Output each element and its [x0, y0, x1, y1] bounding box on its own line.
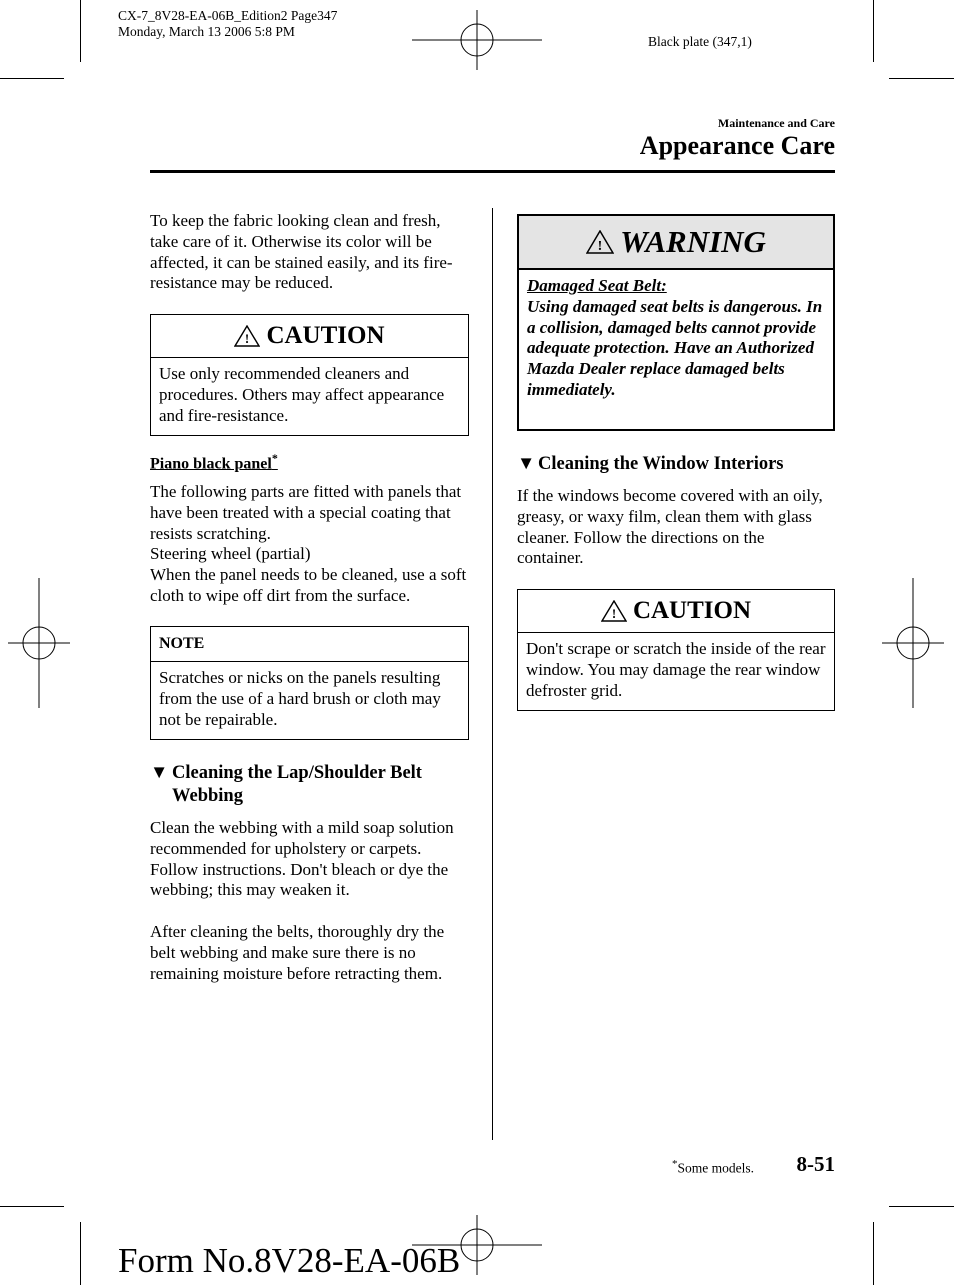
triangle-marker-icon: ▼ [517, 454, 536, 474]
warning-body: Using damaged seat belts is dangerous. In a collision, damaged belts cannot provide adequate protection. Have an Authorized Mazda Dealer replace damaged belts immediately. [527, 296, 823, 399]
print-date-line: Monday, March 13 2006 5:8 PM [118, 24, 295, 39]
caution-box [150, 314, 469, 436]
page-number: 8-51 [796, 1152, 835, 1176]
warning-triangle-icon [601, 600, 627, 622]
piano-paragraph: The following parts are fitted with panels that have been treated with a special coating that resists scratching. [150, 482, 462, 543]
belt-heading-line2: Webbing [172, 786, 243, 806]
crop-mark [873, 0, 874, 62]
crop-mark [0, 1206, 64, 1207]
piano-heading [150, 451, 278, 473]
caution-title: CAUTION [266, 322, 385, 349]
warning-triangle-icon [586, 230, 614, 254]
header-rule [150, 170, 835, 173]
svg-text:!: ! [611, 606, 617, 621]
footnote-text: Some models. [677, 1160, 754, 1176]
crop-mark [889, 1206, 954, 1207]
note-title: NOTE [151, 627, 468, 662]
section-label: Maintenance and Care [717, 116, 835, 130]
caution-title: CAUTION [632, 597, 752, 624]
warning-subtitle: Damaged Seat Belt: [527, 276, 667, 295]
warning-box [517, 214, 835, 431]
column-divider [492, 208, 493, 1140]
warning-title: WARNING [620, 224, 766, 259]
crop-mark [889, 78, 954, 79]
window-heading-text: Cleaning the Window Interiors [538, 454, 784, 474]
caution-box [517, 589, 835, 711]
form-number: Form No.8V28-EA-06B [118, 1241, 461, 1280]
footnote-star: * [672, 1158, 678, 1170]
piano-list-item: Steering wheel (partial) [150, 544, 311, 564]
crop-mark [0, 78, 64, 79]
note-body: Scratches or nicks on the panels resulting from the use of a hard brush or cloth may not be repairable. [159, 668, 441, 729]
caution-body: Use only recommended cleaners and procedures. Others may affect appearance and fire-resistance. [159, 364, 445, 425]
footnote [672, 1158, 754, 1177]
window-paragraph: If the windows become covered with an oily, greasy, or waxy film, clean them with glass cleaner. Follow the directions on the container. [517, 486, 823, 568]
footnote-star: * [271, 451, 278, 465]
belt-paragraph-1: Clean the webbing with a mild soap solution recommended for upholstery or carpets. Follow instructions. Don't bleach or dye the webbing; this may weaken it. [150, 818, 454, 900]
crop-mark [80, 1222, 81, 1285]
triangle-marker-icon: ▼ [150, 763, 169, 783]
svg-text:!: ! [245, 331, 250, 346]
registration-mark-left [8, 578, 70, 708]
belt-paragraph-2: After cleaning the belts, thoroughly dry the belt webbing and make sure there is no remaining moisture before retracting them. [150, 922, 445, 983]
belt-heading-line1: Cleaning the Lap/Shoulder Belt [172, 763, 422, 783]
note-box [150, 626, 469, 740]
intro-paragraph: To keep the fabric looking clean and fresh, take care of it. Otherwise its color will be affected, it can be stained easily, and its fire-resistance may be reduced. [150, 211, 453, 293]
registration-mark-right [882, 578, 944, 708]
warning-triangle-icon [234, 325, 260, 347]
belt-heading [150, 762, 470, 808]
print-file-line: CX-7_8V28-EA-06B_Edition2 Page347 [118, 8, 338, 23]
window-heading [517, 453, 837, 476]
page-title: Appearance Care [639, 131, 835, 160]
plate-label: Black plate (347,1) [648, 34, 752, 49]
caution-body: Don't scrape or scratch the inside of the rear window. You may damage the rear window defroster grid. [526, 639, 826, 700]
crop-mark [80, 0, 81, 62]
piano-instruction: When the panel needs to be cleaned, use a soft cloth to wipe off dirt from the surface. [150, 565, 467, 605]
piano-heading-text: Piano black panel [150, 455, 272, 473]
crop-mark [873, 1222, 874, 1285]
svg-text:!: ! [597, 239, 603, 254]
registration-mark-top [412, 10, 542, 70]
